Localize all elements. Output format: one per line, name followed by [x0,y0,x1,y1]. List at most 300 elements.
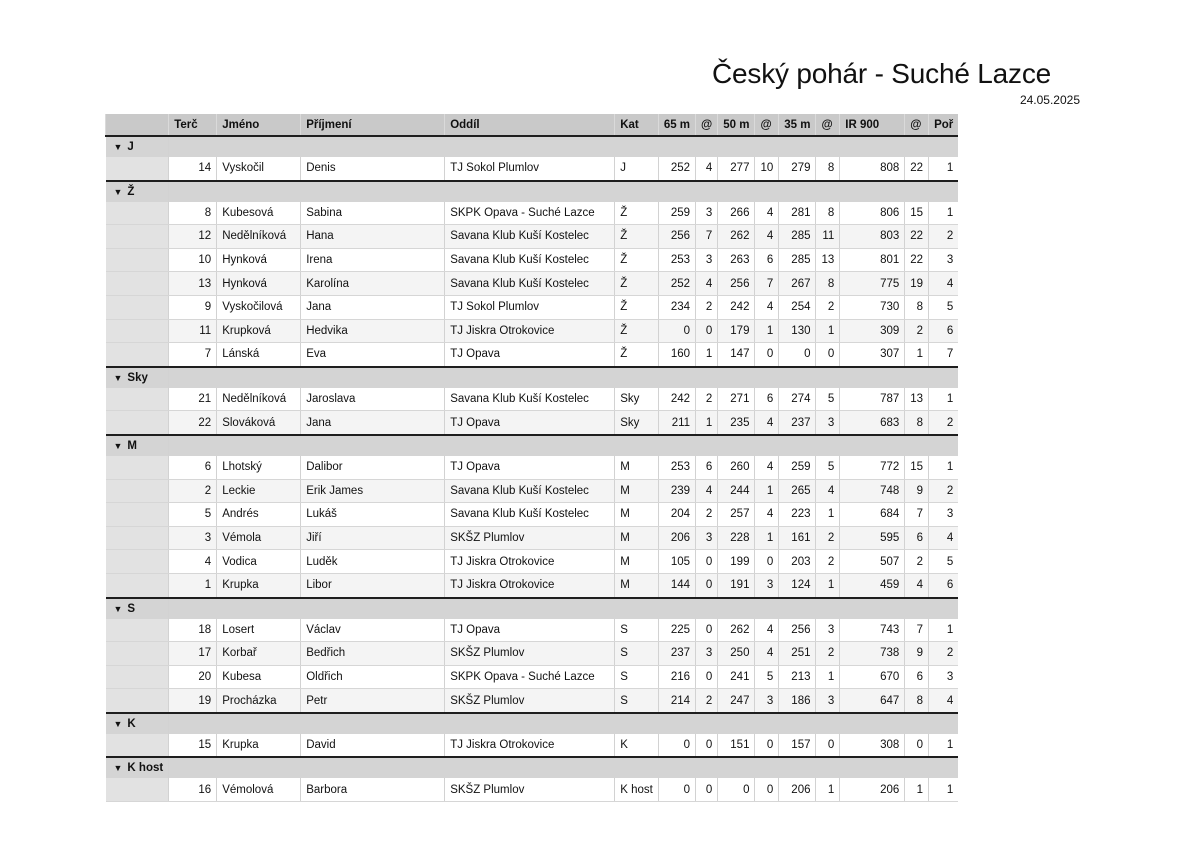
cell-at-ir900[interactable]: 8 [905,689,929,713]
cell-oddil[interactable]: TJ Jiskra Otrokovice [445,734,615,758]
cell-kat[interactable]: Ž [615,319,659,343]
cell-terc[interactable]: 5 [169,503,217,527]
cell-prijmeni[interactable]: Libor [301,573,445,597]
cell-poradi[interactable]: 3 [929,503,959,527]
cell-oddil[interactable]: Savana Klub Kuší Kostelec [445,225,615,249]
cell-65m[interactable]: 0 [658,734,695,758]
cell-jmeno[interactable]: Andrés [217,503,301,527]
table-row[interactable] [106,248,959,272]
cell-poradi[interactable]: 1 [929,619,959,642]
cell-at-35m[interactable]: 3 [816,689,840,713]
header-50m[interactable]: 50 m [718,114,755,136]
cell-oddil[interactable]: Savana Klub Kuší Kostelec [445,248,615,272]
group-toggle[interactable] [106,181,169,202]
cell-50m[interactable]: 199 [718,550,755,574]
cell-oddil[interactable]: SKŠZ Plumlov [445,526,615,550]
cell-jmeno[interactable]: Korbař [217,642,301,666]
cell-65m[interactable]: 160 [658,343,695,367]
cell-at-ir900[interactable]: 22 [905,225,929,249]
cell-at-65m[interactable]: 3 [696,248,718,272]
cell-35m[interactable]: 285 [779,248,816,272]
table-row[interactable] [106,479,959,503]
cell-65m[interactable]: 242 [658,388,695,411]
cell-at-ir900[interactable]: 0 [905,734,929,758]
cell-kat[interactable]: Ž [615,295,659,319]
cell-jmeno[interactable]: Leckie [217,479,301,503]
cell-prijmeni[interactable]: Bedřich [301,642,445,666]
header-oddil[interactable]: Oddíl [445,114,615,136]
cell-at-35m[interactable]: 5 [816,456,840,479]
cell-35m[interactable]: 259 [779,456,816,479]
cell-ir900[interactable]: 309 [840,319,905,343]
cell-ir900[interactable]: 803 [840,225,905,249]
cell-at-50m[interactable]: 7 [755,272,779,296]
cell-oddil[interactable]: Savana Klub Kuší Kostelec [445,388,615,411]
cell-terc[interactable]: 21 [169,388,217,411]
cell-kat[interactable]: M [615,456,659,479]
cell-35m[interactable]: 157 [779,734,816,758]
cell-65m[interactable]: 239 [658,479,695,503]
cell-at-65m[interactable]: 1 [696,343,718,367]
cell-jmeno[interactable]: Lánská [217,343,301,367]
cell-at-50m[interactable]: 4 [755,456,779,479]
cell-oddil[interactable]: SKŠZ Plumlov [445,778,615,801]
cell-at-ir900[interactable]: 2 [905,550,929,574]
cell-35m[interactable]: 161 [779,526,816,550]
cell-at-65m[interactable]: 3 [696,642,718,666]
cell-oddil[interactable]: TJ Jiskra Otrokovice [445,319,615,343]
cell-oddil[interactable]: SKŠZ Plumlov [445,642,615,666]
cell-terc[interactable]: 15 [169,734,217,758]
header-35m[interactable]: 35 m [779,114,816,136]
cell-65m[interactable]: 259 [658,202,695,225]
cell-terc[interactable]: 13 [169,272,217,296]
cell-65m[interactable]: 237 [658,642,695,666]
cell-at-50m[interactable]: 0 [755,550,779,574]
cell-at-50m[interactable]: 4 [755,225,779,249]
cell-at-35m[interactable]: 1 [816,319,840,343]
cell-ir900[interactable]: 806 [840,202,905,225]
cell-50m[interactable]: 241 [718,665,755,689]
cell-prijmeni[interactable]: Oldřich [301,665,445,689]
cell-ir900[interactable]: 743 [840,619,905,642]
cell-65m[interactable]: 252 [658,272,695,296]
cell-kat[interactable]: S [615,642,659,666]
cell-at-ir900[interactable]: 1 [905,343,929,367]
cell-at-ir900[interactable]: 9 [905,642,929,666]
cell-35m[interactable]: 254 [779,295,816,319]
cell-at-65m[interactable]: 0 [696,619,718,642]
cell-oddil[interactable]: Savana Klub Kuší Kostelec [445,479,615,503]
cell-at-ir900[interactable]: 15 [905,456,929,479]
cell-kat[interactable]: M [615,503,659,527]
cell-at-50m[interactable]: 4 [755,202,779,225]
group-header-row[interactable] [106,713,959,734]
cell-prijmeni[interactable]: Lukáš [301,503,445,527]
cell-50m[interactable]: 179 [718,319,755,343]
disclosure-triangle-icon[interactable]: ▼ [113,603,123,614]
cell-kat[interactable]: Sky [615,411,659,435]
cell-terc[interactable]: 18 [169,619,217,642]
cell-at-50m[interactable]: 5 [755,665,779,689]
header-jmeno[interactable]: Jméno [217,114,301,136]
cell-at-50m[interactable]: 0 [755,343,779,367]
cell-kat[interactable]: M [615,573,659,597]
cell-jmeno[interactable]: Krupka [217,734,301,758]
group-header-row[interactable] [106,598,959,619]
cell-50m[interactable]: 250 [718,642,755,666]
cell-at-50m[interactable]: 1 [755,526,779,550]
cell-35m[interactable]: 279 [779,157,816,181]
cell-terc[interactable]: 14 [169,157,217,181]
cell-prijmeni[interactable]: Jiří [301,526,445,550]
cell-50m[interactable]: 147 [718,343,755,367]
cell-terc[interactable]: 6 [169,456,217,479]
group-toggle[interactable] [106,757,169,778]
header-poradi[interactable]: Poř [929,114,959,136]
header-terc[interactable]: Terč [169,114,217,136]
table-row[interactable] [106,734,959,758]
cell-prijmeni[interactable]: Irena [301,248,445,272]
table-row[interactable] [106,295,959,319]
cell-prijmeni[interactable]: Sabina [301,202,445,225]
cell-65m[interactable]: 204 [658,503,695,527]
cell-65m[interactable]: 206 [658,526,695,550]
group-header-row[interactable] [106,367,959,388]
cell-terc[interactable]: 11 [169,319,217,343]
cell-ir900[interactable]: 307 [840,343,905,367]
cell-at-50m[interactable]: 0 [755,734,779,758]
cell-prijmeni[interactable]: Jana [301,295,445,319]
cell-ir900[interactable]: 748 [840,479,905,503]
cell-at-ir900[interactable]: 19 [905,272,929,296]
cell-50m[interactable]: 257 [718,503,755,527]
cell-terc[interactable]: 2 [169,479,217,503]
cell-at-65m[interactable]: 4 [696,157,718,181]
cell-35m[interactable]: 206 [779,778,816,801]
cell-at-65m[interactable]: 2 [696,388,718,411]
cell-kat[interactable]: K host [615,778,659,801]
cell-at-ir900[interactable]: 8 [905,411,929,435]
cell-oddil[interactable]: TJ Jiskra Otrokovice [445,573,615,597]
header-kat[interactable]: Kat [615,114,659,136]
table-row[interactable] [106,272,959,296]
cell-35m[interactable]: 223 [779,503,816,527]
header-at-50m[interactable]: @ [755,114,779,136]
disclosure-triangle-icon[interactable]: ▼ [113,763,123,774]
cell-at-ir900[interactable]: 13 [905,388,929,411]
cell-at-ir900[interactable]: 15 [905,202,929,225]
cell-terc[interactable]: 9 [169,295,217,319]
cell-kat[interactable]: Ž [615,272,659,296]
cell-at-35m[interactable]: 2 [816,526,840,550]
cell-65m[interactable]: 144 [658,573,695,597]
cell-ir900[interactable]: 787 [840,388,905,411]
cell-prijmeni[interactable]: Jana [301,411,445,435]
cell-prijmeni[interactable]: Dalibor [301,456,445,479]
cell-at-50m[interactable]: 4 [755,295,779,319]
cell-at-65m[interactable]: 4 [696,479,718,503]
cell-50m[interactable]: 262 [718,225,755,249]
cell-50m[interactable]: 242 [718,295,755,319]
cell-jmeno[interactable]: Procházka [217,689,301,713]
cell-prijmeni[interactable]: Luděk [301,550,445,574]
cell-65m[interactable]: 0 [658,319,695,343]
cell-35m[interactable]: 285 [779,225,816,249]
cell-jmeno[interactable]: Vémola [217,526,301,550]
cell-prijmeni[interactable]: Hana [301,225,445,249]
cell-at-50m[interactable]: 1 [755,319,779,343]
cell-kat[interactable]: S [615,689,659,713]
group-header-row[interactable] [106,136,959,157]
cell-jmeno[interactable]: Hynková [217,272,301,296]
cell-jmeno[interactable]: Hynková [217,248,301,272]
cell-jmeno[interactable]: Kubesová [217,202,301,225]
cell-ir900[interactable]: 670 [840,665,905,689]
table-row[interactable] [106,456,959,479]
cell-ir900[interactable]: 775 [840,272,905,296]
cell-oddil[interactable]: SKPK Opava - Suché Lazce [445,665,615,689]
cell-65m[interactable]: 256 [658,225,695,249]
cell-ir900[interactable]: 308 [840,734,905,758]
cell-jmeno[interactable]: Losert [217,619,301,642]
cell-ir900[interactable]: 808 [840,157,905,181]
cell-ir900[interactable]: 738 [840,642,905,666]
cell-kat[interactable]: M [615,479,659,503]
cell-poradi[interactable]: 5 [929,295,959,319]
cell-oddil[interactable]: SKŠZ Plumlov [445,689,615,713]
cell-at-35m[interactable]: 13 [816,248,840,272]
cell-poradi[interactable]: 1 [929,388,959,411]
cell-oddil[interactable]: TJ Opava [445,411,615,435]
cell-at-35m[interactable]: 2 [816,550,840,574]
cell-50m[interactable]: 151 [718,734,755,758]
table-row[interactable] [106,778,959,801]
cell-terc[interactable]: 7 [169,343,217,367]
header-at-35m[interactable]: @ [816,114,840,136]
cell-65m[interactable]: 105 [658,550,695,574]
cell-at-ir900[interactable]: 6 [905,665,929,689]
cell-terc[interactable]: 17 [169,642,217,666]
cell-poradi[interactable]: 5 [929,550,959,574]
cell-at-50m[interactable]: 4 [755,619,779,642]
cell-jmeno[interactable]: Vodica [217,550,301,574]
cell-at-ir900[interactable]: 22 [905,248,929,272]
cell-oddil[interactable]: TJ Sokol Plumlov [445,157,615,181]
cell-at-65m[interactable]: 0 [696,550,718,574]
cell-prijmeni[interactable]: Erik James [301,479,445,503]
cell-65m[interactable]: 225 [658,619,695,642]
cell-at-35m[interactable]: 5 [816,388,840,411]
cell-poradi[interactable]: 3 [929,248,959,272]
cell-at-ir900[interactable]: 7 [905,619,929,642]
disclosure-triangle-icon[interactable]: ▼ [113,142,123,152]
cell-at-65m[interactable]: 3 [696,526,718,550]
group-toggle[interactable] [106,367,169,388]
cell-35m[interactable]: 213 [779,665,816,689]
cell-ir900[interactable]: 206 [840,778,905,801]
cell-at-50m[interactable]: 3 [755,689,779,713]
header-prijmeni[interactable]: Příjmení [301,114,445,136]
cell-prijmeni[interactable]: Barbora [301,778,445,801]
cell-at-35m[interactable]: 0 [816,734,840,758]
cell-at-ir900[interactable]: 6 [905,526,929,550]
cell-at-50m[interactable]: 1 [755,479,779,503]
cell-jmeno[interactable]: Vyskočilová [217,295,301,319]
group-toggle[interactable] [106,598,169,619]
cell-at-65m[interactable]: 2 [696,689,718,713]
cell-terc[interactable]: 8 [169,202,217,225]
cell-at-ir900[interactable]: 7 [905,503,929,527]
disclosure-triangle-icon[interactable]: ▼ [113,440,123,451]
cell-50m[interactable]: 235 [718,411,755,435]
cell-at-ir900[interactable]: 2 [905,319,929,343]
cell-poradi[interactable]: 2 [929,225,959,249]
cell-jmeno[interactable]: Kubesa [217,665,301,689]
cell-kat[interactable]: M [615,526,659,550]
cell-terc[interactable]: 1 [169,573,217,597]
cell-at-35m[interactable]: 4 [816,479,840,503]
cell-at-65m[interactable]: 0 [696,573,718,597]
cell-at-65m[interactable]: 3 [696,202,718,225]
cell-at-65m[interactable]: 0 [696,778,718,801]
cell-at-35m[interactable]: 3 [816,619,840,642]
cell-at-65m[interactable]: 2 [696,503,718,527]
cell-ir900[interactable]: 801 [840,248,905,272]
cell-oddil[interactable]: SKPK Opava - Suché Lazce [445,202,615,225]
cell-at-35m[interactable]: 8 [816,202,840,225]
cell-at-ir900[interactable]: 8 [905,295,929,319]
header-at-65m[interactable]: @ [696,114,718,136]
cell-at-65m[interactable]: 0 [696,734,718,758]
table-row[interactable] [106,619,959,642]
cell-terc[interactable]: 4 [169,550,217,574]
cell-prijmeni[interactable]: Hedvika [301,319,445,343]
cell-kat[interactable]: J [615,157,659,181]
cell-at-65m[interactable]: 0 [696,665,718,689]
cell-50m[interactable]: 263 [718,248,755,272]
cell-oddil[interactable]: TJ Opava [445,343,615,367]
cell-terc[interactable]: 10 [169,248,217,272]
cell-35m[interactable]: 186 [779,689,816,713]
cell-prijmeni[interactable]: Václav [301,619,445,642]
cell-jmeno[interactable]: Nedělníková [217,225,301,249]
cell-poradi[interactable]: 7 [929,343,959,367]
cell-poradi[interactable]: 1 [929,778,959,801]
cell-35m[interactable]: 0 [779,343,816,367]
cell-50m[interactable]: 277 [718,157,755,181]
table-row[interactable] [106,689,959,713]
cell-ir900[interactable]: 683 [840,411,905,435]
cell-poradi[interactable]: 6 [929,319,959,343]
cell-35m[interactable]: 251 [779,642,816,666]
cell-prijmeni[interactable]: Jaroslava [301,388,445,411]
cell-65m[interactable]: 252 [658,157,695,181]
header-65m[interactable]: 65 m [658,114,695,136]
cell-poradi[interactable]: 4 [929,526,959,550]
cell-at-50m[interactable]: 0 [755,778,779,801]
table-row[interactable] [106,503,959,527]
table-row[interactable] [106,225,959,249]
cell-at-ir900[interactable]: 4 [905,573,929,597]
table-row[interactable] [106,157,959,181]
cell-kat[interactable]: M [615,550,659,574]
cell-65m[interactable]: 253 [658,456,695,479]
cell-at-50m[interactable]: 6 [755,388,779,411]
table-row[interactable] [106,388,959,411]
table-row[interactable] [106,550,959,574]
cell-35m[interactable]: 274 [779,388,816,411]
table-row[interactable] [106,202,959,225]
cell-at-35m[interactable]: 2 [816,295,840,319]
cell-50m[interactable]: 228 [718,526,755,550]
cell-kat[interactable]: Ž [615,225,659,249]
cell-oddil[interactable]: Savana Klub Kuší Kostelec [445,503,615,527]
cell-at-35m[interactable]: 3 [816,411,840,435]
cell-poradi[interactable]: 3 [929,665,959,689]
cell-oddil[interactable]: TJ Jiskra Otrokovice [445,550,615,574]
group-header-row[interactable] [106,757,959,778]
cell-prijmeni[interactable]: Petr [301,689,445,713]
cell-terc[interactable]: 12 [169,225,217,249]
cell-65m[interactable]: 0 [658,778,695,801]
cell-ir900[interactable]: 647 [840,689,905,713]
cell-at-ir900[interactable]: 1 [905,778,929,801]
cell-at-50m[interactable]: 6 [755,248,779,272]
cell-kat[interactable]: K [615,734,659,758]
cell-oddil[interactable]: TJ Sokol Plumlov [445,295,615,319]
cell-jmeno[interactable]: Lhotský [217,456,301,479]
cell-oddil[interactable]: TJ Opava [445,456,615,479]
cell-at-65m[interactable]: 7 [696,225,718,249]
cell-poradi[interactable]: 2 [929,642,959,666]
cell-poradi[interactable]: 2 [929,479,959,503]
cell-oddil[interactable]: Savana Klub Kuší Kostelec [445,272,615,296]
cell-at-65m[interactable]: 4 [696,272,718,296]
cell-prijmeni[interactable]: Eva [301,343,445,367]
header-ir900[interactable]: IR 900 [840,114,905,136]
cell-poradi[interactable]: 1 [929,734,959,758]
cell-35m[interactable]: 203 [779,550,816,574]
cell-at-35m[interactable]: 0 [816,343,840,367]
cell-50m[interactable]: 266 [718,202,755,225]
cell-terc[interactable]: 3 [169,526,217,550]
cell-at-35m[interactable]: 1 [816,778,840,801]
cell-jmeno[interactable]: Nedělníková [217,388,301,411]
cell-at-65m[interactable]: 0 [696,319,718,343]
cell-poradi[interactable]: 2 [929,411,959,435]
cell-kat[interactable]: S [615,665,659,689]
cell-ir900[interactable]: 730 [840,295,905,319]
cell-50m[interactable]: 247 [718,689,755,713]
cell-terc[interactable]: 19 [169,689,217,713]
cell-50m[interactable]: 256 [718,272,755,296]
disclosure-triangle-icon[interactable]: ▼ [113,718,123,729]
table-row[interactable] [106,642,959,666]
cell-at-65m[interactable]: 6 [696,456,718,479]
cell-at-35m[interactable]: 11 [816,225,840,249]
cell-at-65m[interactable]: 1 [696,411,718,435]
cell-ir900[interactable]: 595 [840,526,905,550]
cell-65m[interactable]: 253 [658,248,695,272]
cell-65m[interactable]: 216 [658,665,695,689]
cell-50m[interactable]: 260 [718,456,755,479]
cell-at-50m[interactable]: 4 [755,411,779,435]
cell-kat[interactable]: Ž [615,343,659,367]
disclosure-triangle-icon[interactable]: ▼ [113,186,123,197]
cell-ir900[interactable]: 772 [840,456,905,479]
cell-at-35m[interactable]: 1 [816,573,840,597]
